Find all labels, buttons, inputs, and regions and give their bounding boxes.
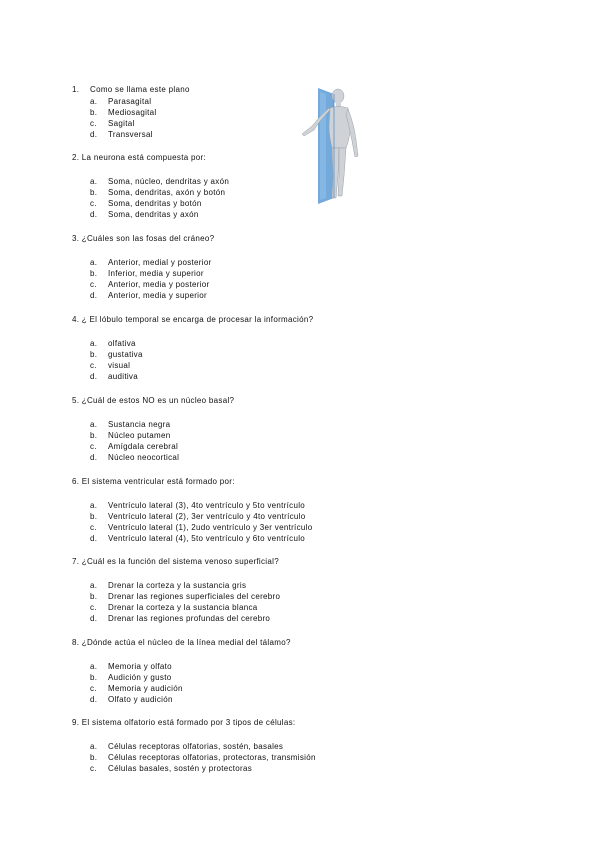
option-text: Células receptoras olfatorias, sostén, basales — [108, 742, 284, 751]
option-letter: c. — [90, 199, 97, 208]
option-text: auditiva — [108, 372, 138, 381]
question-title: 6. El sistema ventricular está formado por: — [72, 477, 235, 486]
option-letter: b. — [90, 188, 98, 197]
question-title: 4. ¿ El lóbulo temporal se encarga de procesar la información? — [72, 315, 314, 324]
option-text: Células basales, sostén y protectoras — [108, 764, 253, 773]
option-text: Soma, núcleo, dendritas y axón — [108, 177, 230, 186]
question-number: 1. — [72, 85, 80, 94]
option-text: Drenar la corteza y la sustancia blanca — [108, 603, 258, 612]
option-text: Ventrículo lateral (1), 2udo ventrículo y 3er ventrículo — [108, 523, 313, 532]
question-title: 7. ¿Cuál es la función del sistema venoso superficial? — [72, 557, 279, 566]
option-text: Ventrículo lateral (4), 5to ventrículo y 6to ventrículo — [108, 534, 306, 543]
option-letter: d. — [90, 695, 98, 704]
option-letter: a. — [90, 177, 98, 186]
option-letter: a. — [90, 662, 98, 671]
option-text: Soma, dendritas y axón — [108, 210, 199, 219]
option-letter: d. — [90, 210, 98, 219]
question-title — [72, 85, 190, 94]
option-letter: a. — [90, 742, 98, 751]
option-text: Núcleo putamen — [108, 431, 171, 440]
option-letter: c. — [90, 684, 97, 693]
option-letter: b. — [90, 350, 98, 359]
question-title: 2. La neurona está compuesta por: — [72, 153, 206, 162]
option-text: Anterior, media y posterior — [108, 280, 210, 289]
right-leg-shape — [338, 148, 346, 196]
option-letter: b. — [90, 269, 98, 278]
option-text: Células receptoras olfatorias, protectoras, transmisión — [108, 753, 316, 762]
option-text: Memoria y olfato — [108, 662, 172, 671]
question-title: 3. ¿Cuáles son las fosas del cráneo? — [72, 234, 215, 243]
option-text: Sustancia negra — [108, 420, 171, 429]
option-text: Núcleo neocortical — [108, 453, 180, 462]
option-text: Transversal — [108, 130, 153, 139]
option-letter: b. — [90, 753, 98, 762]
option-letter: d. — [90, 534, 98, 543]
option-letter: c. — [90, 523, 97, 532]
option-text: Ventrículo lateral (2), 3er ventrículo y 4to ventrículo — [108, 512, 306, 521]
option-text: Drenar la corteza y la sustancia gris — [108, 581, 247, 590]
option-text: Parasagital — [108, 97, 152, 106]
option-letter: d. — [90, 372, 98, 381]
option-text: Inferior, media y superior — [108, 269, 204, 278]
option-letter: d. — [90, 130, 98, 139]
option-letter: d. — [90, 291, 98, 300]
option-text: Drenar las regiones profundas del cerebro — [108, 614, 271, 623]
option-letter: a. — [90, 97, 98, 106]
option-letter: a. — [90, 339, 98, 348]
option-letter: b. — [90, 108, 98, 117]
option-text: visual — [108, 361, 131, 370]
left-leg-shape — [332, 148, 339, 198]
option-text: Ventrículo lateral (3), 4to ventrículo y 5to ventrículo — [108, 501, 306, 510]
option-text: Anterior, medial y posterior — [108, 258, 212, 267]
option-text: Anterior, media y superior — [108, 291, 207, 300]
option-letter: a. — [90, 258, 98, 267]
option-letter: b. — [90, 673, 98, 682]
anatomy-plane-figure — [296, 86, 368, 204]
option-letter: a. — [90, 420, 98, 429]
option-letter: d. — [90, 614, 98, 623]
option-text: Sagital — [108, 119, 135, 128]
option-letter: c. — [90, 442, 97, 451]
question-title: 9. El sistema olfatorio está formado por 3 tipos de células: — [72, 718, 296, 727]
question-text: Como se llama este plano — [90, 85, 190, 94]
option-letter: c. — [90, 119, 97, 128]
option-text: olfativa — [108, 339, 136, 348]
option-text: Soma, dendritas y botón — [108, 199, 202, 208]
option-letter: c. — [90, 280, 97, 289]
option-letter: b. — [90, 512, 98, 521]
option-letter: c. — [90, 764, 97, 773]
option-text: Audición y gusto — [108, 673, 172, 682]
option-letter: c. — [90, 603, 97, 612]
option-text: Mediosagital — [108, 108, 157, 117]
option-text: Memoria y audición — [108, 684, 183, 693]
option-text: Olfato y audición — [108, 695, 173, 704]
option-letter: c. — [90, 361, 97, 370]
option-text: Soma, dendritas, axón y botón — [108, 188, 226, 197]
option-text: Amígdala cerebral — [108, 442, 179, 451]
human-body-plane-illustration — [296, 86, 368, 204]
option-letter: b. — [90, 431, 98, 440]
option-letter: a. — [90, 581, 98, 590]
option-text: gustativa — [108, 350, 143, 359]
question-title: 5. ¿Cuál de estos NO es un núcleo basal? — [72, 396, 235, 405]
option-letter: b. — [90, 592, 98, 601]
question-title: 8. ¿Dónde actúa el núcleo de la línea medial del tálamo? — [72, 638, 291, 647]
option-letter: a. — [90, 501, 98, 510]
sagittal-plane-highlight — [320, 92, 326, 200]
option-letter: d. — [90, 453, 98, 462]
option-text: Drenar las regiones superficiales del cerebro — [108, 592, 281, 601]
